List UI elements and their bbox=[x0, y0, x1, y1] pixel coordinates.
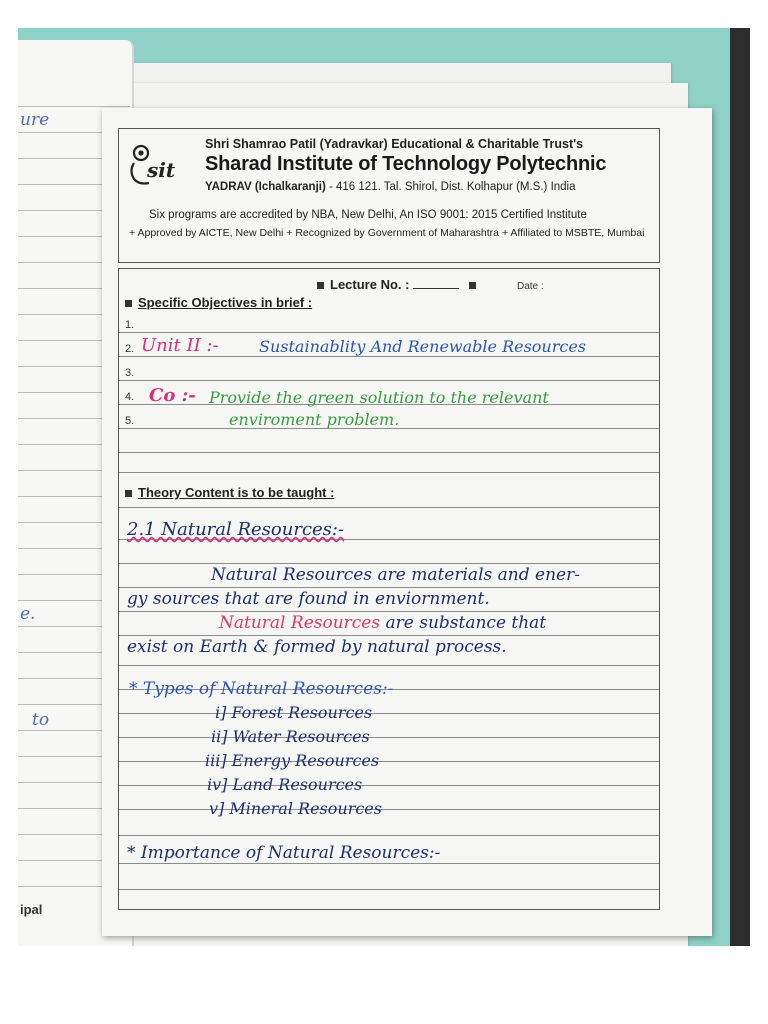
unit-label: Unit II :- bbox=[141, 335, 219, 356]
institute-header bbox=[118, 128, 660, 263]
address-details: - 416 121. Tal. Shirol, Dist. Kolhapur (M.S.) India bbox=[325, 181, 576, 193]
co-label: Co :- bbox=[149, 385, 196, 406]
highlighted-term: Natural Resources bbox=[219, 613, 381, 633]
institute-name: Sharad Institute of Technology Polytechnic bbox=[205, 153, 607, 175]
ruled-line bbox=[119, 452, 659, 453]
paragraph-line-3 bbox=[219, 613, 546, 633]
ruled-line bbox=[119, 611, 659, 612]
paragraph-line-4: exist on Earth & formed by natural process. bbox=[127, 637, 507, 657]
ruled-line bbox=[119, 380, 659, 381]
bullet-square bbox=[317, 282, 324, 289]
ruled-line bbox=[119, 809, 659, 810]
lecture-blank bbox=[413, 288, 459, 289]
ruled-line bbox=[119, 587, 659, 588]
institute-address bbox=[205, 181, 576, 193]
co-text-line-2: enviroment problem. bbox=[229, 410, 400, 429]
objectives-heading-text: Specific Objectives in brief : bbox=[138, 295, 313, 310]
lecture-form bbox=[118, 268, 660, 910]
bullet-square bbox=[469, 282, 476, 289]
left-page-fragment: ipal bbox=[20, 902, 43, 917]
line-number: 4. bbox=[125, 391, 135, 403]
type-item: iii] Energy Resources bbox=[205, 751, 380, 770]
ruled-line bbox=[119, 635, 659, 636]
co-text-line-1: Provide the green solution to the relevant bbox=[209, 388, 549, 407]
address-town: YADRAV (Ichalkaranji) bbox=[205, 181, 326, 193]
ruled-line bbox=[119, 889, 659, 890]
date-label: Date : bbox=[517, 281, 544, 292]
trust-name: Shri Shamrao Patil (Yadravkar) Educational & Charitable Trust's bbox=[205, 137, 584, 151]
bullet-square bbox=[125, 300, 132, 307]
types-heading: * Types of Natural Resources:- bbox=[129, 679, 394, 699]
accreditation-line: Six programs are accredited by NBA, New Delhi, An ISO 9001: 2015 Certified Institute bbox=[149, 209, 587, 221]
line-number: 2. bbox=[125, 343, 135, 355]
photo-frame bbox=[18, 28, 750, 946]
left-page-fragment: ure bbox=[20, 110, 50, 130]
approval-line: + Approved by AICTE, New Delhi + Recognized by Government of Maharashtra + Affiliated to MSBTE, Mumbai bbox=[129, 227, 645, 239]
ruled-line bbox=[119, 761, 659, 762]
ruled-line bbox=[119, 507, 659, 508]
left-page-fragment: to bbox=[32, 710, 50, 730]
theory-heading-text: Theory Content is to be taught : bbox=[138, 485, 335, 500]
lecture-number-field bbox=[317, 277, 482, 292]
type-item: iv] Land Resources bbox=[207, 775, 363, 794]
unit-title: Sustainablity And Renewable Resources bbox=[259, 337, 587, 356]
paragraph-line-3-rest: are substance that bbox=[380, 613, 547, 633]
line-number: 1. bbox=[125, 319, 135, 331]
ruled-line bbox=[119, 665, 659, 666]
objectives-heading bbox=[125, 295, 312, 310]
logo-text: sit bbox=[147, 158, 176, 182]
ruled-line bbox=[119, 737, 659, 738]
type-item: i] Forest Resources bbox=[215, 703, 373, 722]
ruled-line bbox=[119, 785, 659, 786]
ruled-line bbox=[119, 472, 659, 473]
type-item: v] Mineral Resources bbox=[209, 799, 382, 818]
paragraph-line-1: Natural Resources are materials and ener- bbox=[211, 565, 580, 585]
line-number: 3. bbox=[125, 367, 135, 379]
ruled-line bbox=[18, 106, 130, 107]
line-number: 5. bbox=[125, 415, 135, 427]
type-item: ii] Water Resources bbox=[211, 727, 370, 746]
ruled-line bbox=[119, 356, 659, 357]
ruled-line bbox=[119, 332, 659, 333]
bullet-square bbox=[125, 490, 132, 497]
ruled-line bbox=[119, 563, 659, 564]
lecture-label: Lecture No. : bbox=[330, 277, 410, 292]
theory-heading bbox=[125, 485, 334, 500]
left-page-fragment: e. bbox=[20, 604, 36, 624]
ruled-line bbox=[119, 835, 659, 836]
ruled-line bbox=[119, 863, 659, 864]
ruled-line bbox=[119, 713, 659, 714]
section-title: 2.1 Natural Resources:- bbox=[127, 519, 345, 540]
paragraph-line-2: gy sources that are found in enviornment. bbox=[127, 589, 490, 609]
institute-logo bbox=[125, 141, 189, 189]
importance-heading: * Importance of Natural Resources:- bbox=[127, 843, 441, 863]
